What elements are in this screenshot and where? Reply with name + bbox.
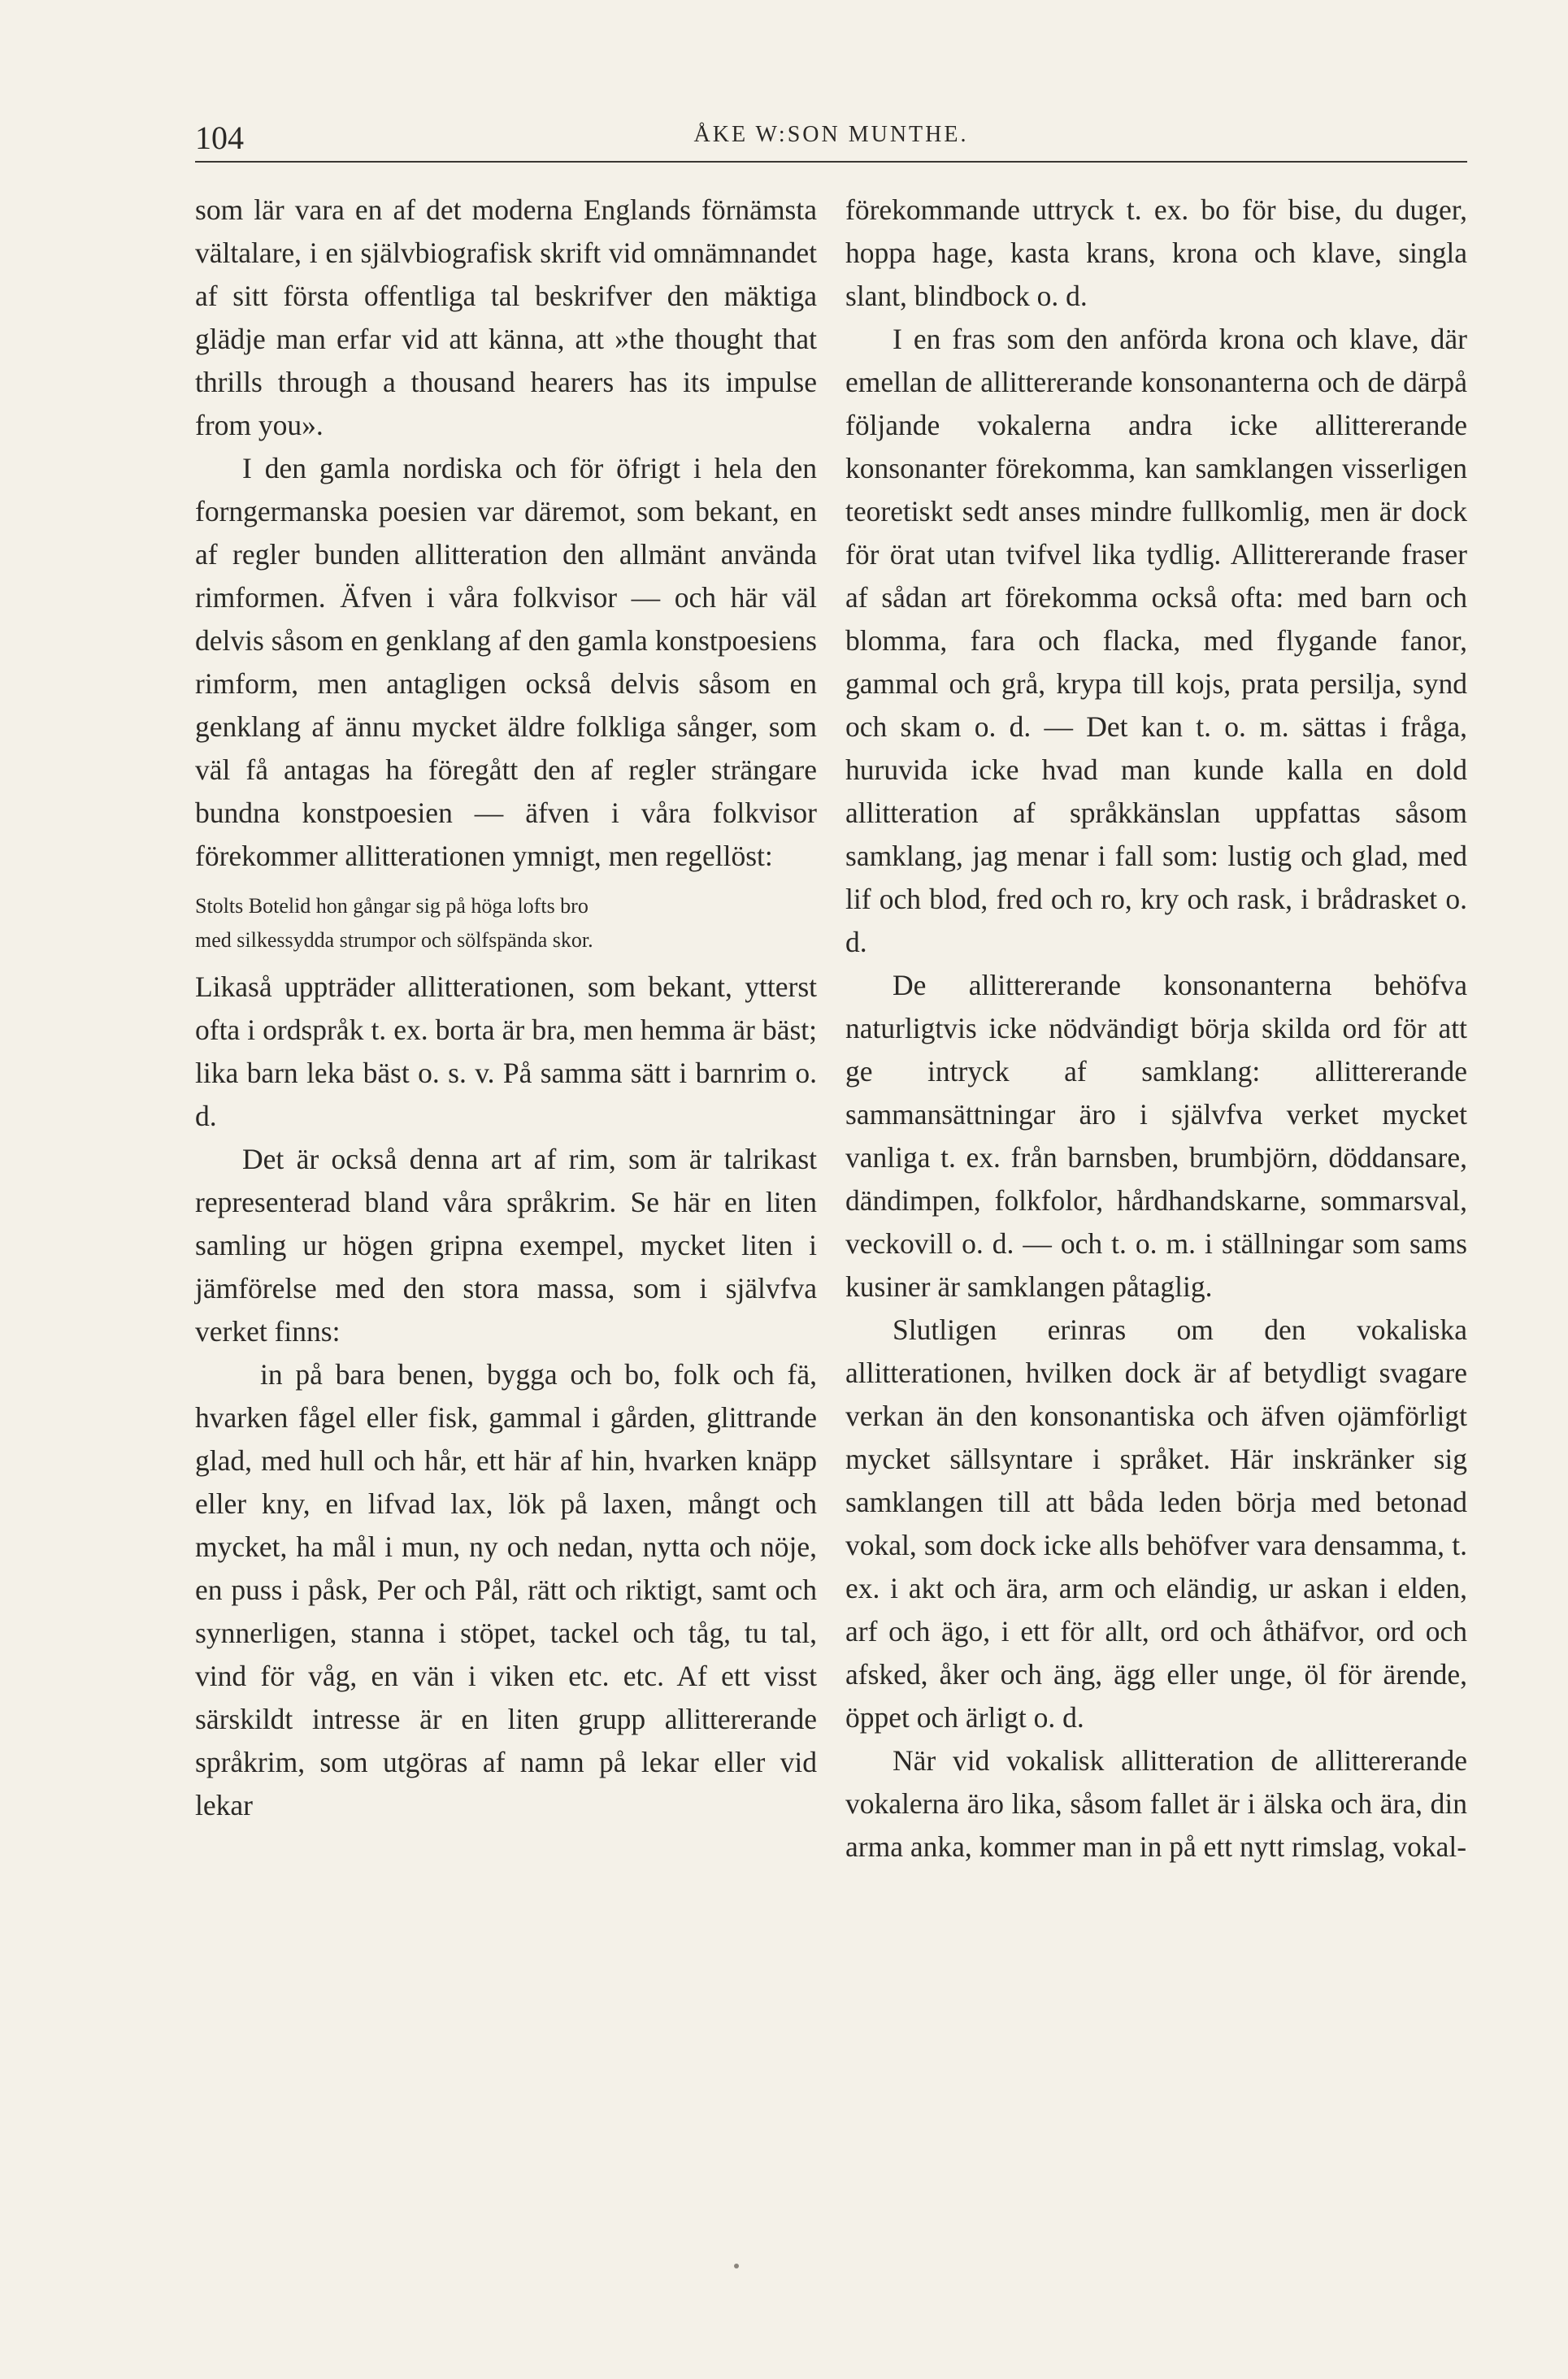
running-title: ÅKE W:SON MUNTHE. bbox=[693, 122, 969, 147]
right-column bbox=[845, 189, 1467, 1869]
verse-line: Stolts Botelid hon gångar sig på höga lofts bro bbox=[195, 894, 589, 918]
paragraph: De allittererande konsonanterna behöfva naturligtvis icke nödvändigt börja skilda ord för att ge intryck af samklang: allittererande sammansättningar äro i självfva verket mycket vanliga t. ex. från barnsben, brumbjörn, döddansare, dändimpen, folkfolor, hårdhandskarne, sommarsval, veckovill o. d. — och t. o. m. i ställningar som sams kusiner är samklangen påtaglig. bbox=[845, 969, 1467, 1303]
paragraph: förekommande uttryck t. ex. bo för bise, du duger, hoppa hage, kasta krans, krona och klave, singla slant, blindbock o. d. bbox=[845, 193, 1467, 312]
paragraph: Slutligen erinras om den vokaliska allitterationen, hvilken dock är af betydligt svagare verkan än den konsonantiska och äfven ojämförligt mycket sällsyntare i språket. Här inskränker sig samklangen till att båda leden börja med betonad vokal, som dock icke alls behöfver vara densamma, t. ex. i akt och ära, arm och eländig, ur askan i elden, arf och ägo, i ett för allt, ord och åthäfvor, ord och afsked, åker och äng, ägg eller unge, öl för ärende, öppet och ärligt o. d. bbox=[845, 1313, 1467, 1734]
verse-quote bbox=[195, 889, 817, 957]
paragraph: När vid vokalisk allitteration de allittererande vokalerna äro lika, såsom fallet är i älska och ära, din arma anka, kommer man in på ett nytt rimslag, vokal- bbox=[845, 1744, 1467, 1863]
paragraph: Det är också denna art af rim, som är talrikast representerad bland våra språkrim. Se här en liten samling ur högen gripna exempel, mycket liten i jämförelse med den stora massa, som i självfva verket finns: bbox=[195, 1143, 817, 1348]
paragraph: in på bara benen, bygga och bo, folk och fä, hvarken fågel eller fisk, gammal i gården, glittrande glad, med hull och hår, ett här af hin, hvarken knäpp eller kny, en lifvad lax, lök på laxen, mångt och mycket, ha mål i mun, ny och nedan, nytta och nöje, en puss i påsk, Per och Pål, rätt och riktigt, samt och synnerligen, stanna i stöpet, tackel och tåg, tu tal, vind för våg, en vän i viken etc. etc. Af ett visst särskildt intresse är en liten grupp allittererande språkrim, som utgöras af namn på lekar eller vid lekar bbox=[195, 1358, 817, 1821]
page-number: 104 bbox=[195, 119, 244, 156]
left-column bbox=[195, 189, 817, 1827]
paragraph: Likaså uppträder allitterationen, som bekant, ytterst ofta i ordspråk t. ex. borta är bra, men hemma är bäst; lika barn leka bäst o. s. v. På samma sätt i barnrim o. d. bbox=[195, 970, 817, 1132]
page-header bbox=[195, 112, 1467, 163]
verse-line: med silkessydda strumpor och sölfspända skor. bbox=[195, 928, 593, 952]
printer-mark bbox=[734, 2264, 739, 2268]
paragraph: I en fras som den anförda krona och klave, där emellan de allittererande konsonanterna och de därpå följande vokalerna andra icke allittererande konsonanter förekomma, kan samklangen visserligen teoretiskt sedt anses mindre fullkomlig, men är dock för örat utan tvifvel lika tydlig. Allittererande fraser af sådan art förekomma också ofta: med barn och blomma, fara och flacka, med flygande fanor, gammal och grå, krypa till kojs, prata persilja, synd och skam o. d. — Det kan t. o. m. sättas i fråga, huruvida icke hvad man kunde kalla en dold allitteration af språkkänslan uppfattas såsom samklang, jag menar i fall som: lustig och glad, med lif och blod, fred och ro, kry och rask, i brådrasket o. d. bbox=[845, 323, 1467, 958]
paragraph: som lär vara en af det moderna Englands förnämsta vältalare, i en självbiografisk skrift vid omnämnandet af sitt första offentliga tal beskrifver den mäktiga glädje man erfar vid att känna, att »the thought that thrills through a thousand hearers has its impulse from you». bbox=[195, 193, 817, 441]
paragraph: I den gamla nordiska och för öfrigt i hela den forngermanska poesien var däremot, som bekant, en af regler bunden allitteration den allmänt använda rimformen. Äfven i våra folkvisor — och här väl delvis såsom en genklang af den gamla konstpoesiens rimform, men antagligen också delvis såsom en genklang af ännu mycket äldre folkliga sånger, som väl få antagas ha föregått den af regler strängare bundna konstpoesien — äfven i våra folkvisor förekommer allitterationen ymnigt, men regellöst: bbox=[195, 452, 817, 872]
